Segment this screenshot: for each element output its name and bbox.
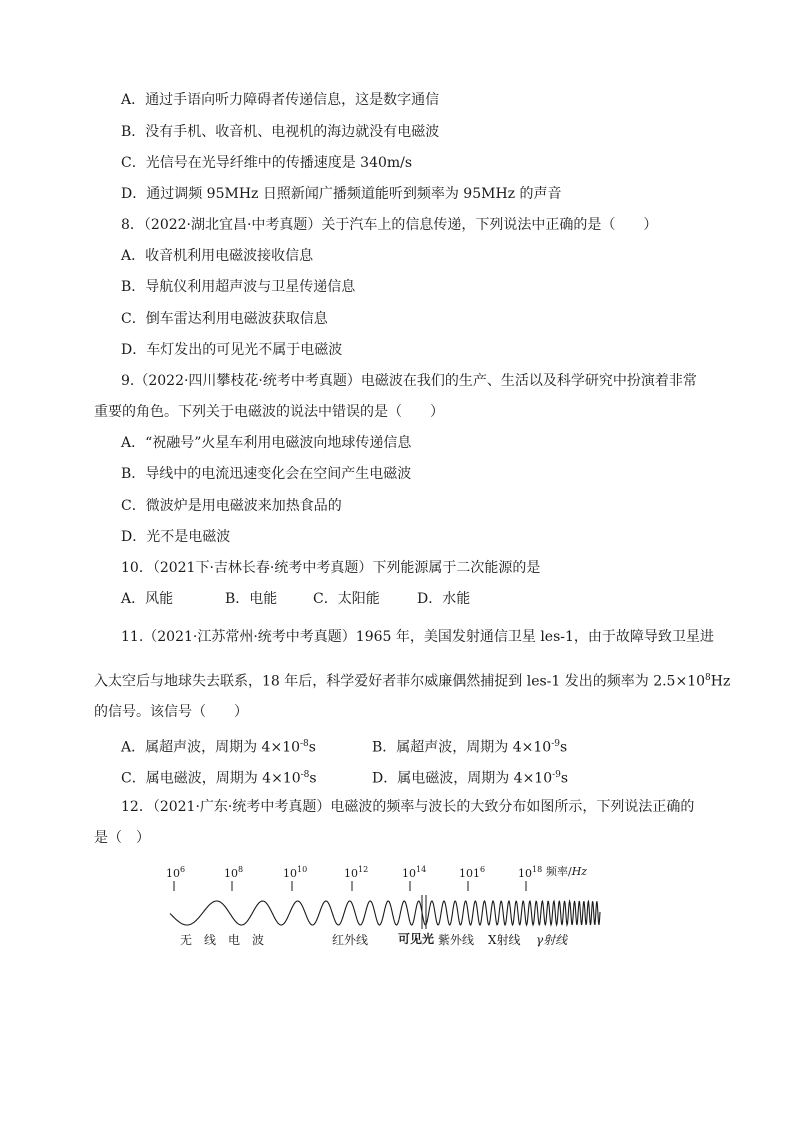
q7-option-c: C．光信号在光导纤维中的传播速度是 340m/s bbox=[121, 155, 413, 171]
q7-option-b: B．没有手机、收音机、电视机的海边就没有电磁波 bbox=[121, 124, 440, 140]
band-infrared: 红外线 bbox=[332, 933, 369, 947]
q10-option-a: A．风能 bbox=[121, 591, 174, 607]
q9-option-d: D．光不是电磁波 bbox=[121, 529, 231, 545]
q11-option-b-text: B．属超声波，周期为 4×10 bbox=[372, 739, 552, 756]
q11-option-b-exp: -9 bbox=[551, 739, 560, 749]
unit-label: 频率/Hz bbox=[546, 865, 588, 878]
q9-option-c: C．微波炉是用电磁波来加热食品的 bbox=[121, 498, 342, 514]
frequency-tick-labels bbox=[166, 864, 587, 880]
q11-option-d-unit: s bbox=[560, 770, 569, 787]
tick-label-2: $10^8$ bbox=[224, 865, 244, 880]
q11-stem-line3: 的信号。该信号（ ） bbox=[94, 704, 248, 720]
q8-option-b: B．导航仪利用超声波与卫星传递信息 bbox=[121, 279, 356, 295]
q11-option-a-unit: s bbox=[308, 739, 316, 756]
q8-option-d: D．车灯发出的可见光不属于电磁波 bbox=[121, 342, 343, 358]
band-labels bbox=[180, 931, 568, 947]
q11-option-d bbox=[372, 765, 568, 789]
tick-label-5: $10^{14}$ bbox=[402, 865, 427, 880]
q11-stem-line1: 11.（2021·江苏常州·统考中考真题）1965 年，美国发射通信卫星 les-1，由于故障导致卫星进 bbox=[121, 629, 714, 645]
q11-option-a-exp: -8 bbox=[300, 739, 309, 749]
q10-option-c: C．太阳能 bbox=[313, 591, 380, 607]
tick-label-1: $10^6$ bbox=[166, 865, 186, 880]
q11-option-c-unit: s bbox=[309, 770, 317, 787]
q10-option-b: B．电能 bbox=[225, 591, 278, 607]
q8-option-a: A．收音机利用电磁波接收信息 bbox=[121, 248, 314, 264]
q10-option-d: D．水能 bbox=[417, 591, 471, 607]
q7-option-a: A．通过手语向听力障碍者传递信息，这是数字通信 bbox=[121, 92, 440, 108]
q11-option-c bbox=[121, 765, 317, 789]
q10-options-row bbox=[121, 589, 470, 609]
tick-label-3: $10^{10}$ bbox=[283, 865, 308, 880]
q9-stem-line2: 重要的角色。下列关于电磁波的说法中错误的是（ ） bbox=[94, 404, 444, 420]
q9-option-a: A．“祝融号”火星车利用电磁波向地球传递信息 bbox=[121, 435, 412, 451]
em-spectrum-figure bbox=[150, 855, 620, 955]
q11-stem-line2-text: 入太空后与地球失去联系，18 年后，科学爱好者菲尔威廉偶然捕捉到 les-1 发出的频率为 2.5×10 bbox=[94, 673, 706, 690]
tick-label-7: $10^{18}$ bbox=[518, 865, 543, 880]
q11-option-d-exp: -9 bbox=[552, 770, 561, 780]
q11-exponent: 8 bbox=[705, 673, 711, 683]
q11-unit: Hz bbox=[710, 673, 731, 690]
band-ultraviolet: 紫外线 bbox=[438, 933, 475, 947]
tick-marks bbox=[174, 881, 526, 891]
q11-option-d-text: D．属电磁波，周期为 4×10 bbox=[372, 770, 553, 787]
band-xray: X射线 bbox=[488, 933, 521, 947]
q7-option-d: D．通过调频 95MHz 日照新闻广播频道能听到频率为 95MHz 的声音 bbox=[121, 186, 562, 202]
q9-stem-line1: 9.（2022·四川攀枝花·统考中考真题）电磁波在我们的生产、生活以及科学研究中扮演着非常 bbox=[121, 373, 697, 389]
band-gamma: γ射线 bbox=[536, 933, 568, 947]
em-wave bbox=[170, 901, 600, 925]
q9-option-b: B．导线中的电流迅速变化会在空间产生电磁波 bbox=[121, 466, 412, 482]
q11-option-a-text: A．属超声波，周期为 4×10 bbox=[121, 739, 301, 756]
q11-option-b bbox=[372, 734, 567, 758]
q11-stem-line2 bbox=[94, 668, 730, 692]
tick-label-4: $10^{12}$ bbox=[344, 865, 369, 880]
q11-option-c-exp: -8 bbox=[300, 770, 310, 780]
q10-stem: 10．（2021下·吉林长春·统考中考真题）下列能源属于二次能源的是 bbox=[121, 560, 541, 576]
band-radio: 无 线 电 波 bbox=[180, 933, 265, 947]
q11-option-b-unit: s bbox=[559, 739, 568, 756]
q11-option-a bbox=[121, 734, 316, 758]
tick-label-6: $101^6$ bbox=[459, 865, 486, 880]
q12-stem-line1: 12．（2021·广东·统考中考真题）电磁波的频率与波长的大致分布如图所示，下列说法正确的 bbox=[121, 799, 695, 815]
q11-option-c-text: C．属电磁波，周期为 4×10 bbox=[121, 770, 301, 787]
band-visible: 可见光 bbox=[398, 932, 435, 946]
q8-option-c: C．倒车雷达利用电磁波获取信息 bbox=[121, 311, 328, 327]
q12-stem-line2: 是（ ） bbox=[94, 830, 150, 846]
q8-stem: 8．（2022·湖北宜昌·中考真题）关于汽车上的信息传递，下列说法中正确的是（ ） bbox=[121, 217, 658, 233]
